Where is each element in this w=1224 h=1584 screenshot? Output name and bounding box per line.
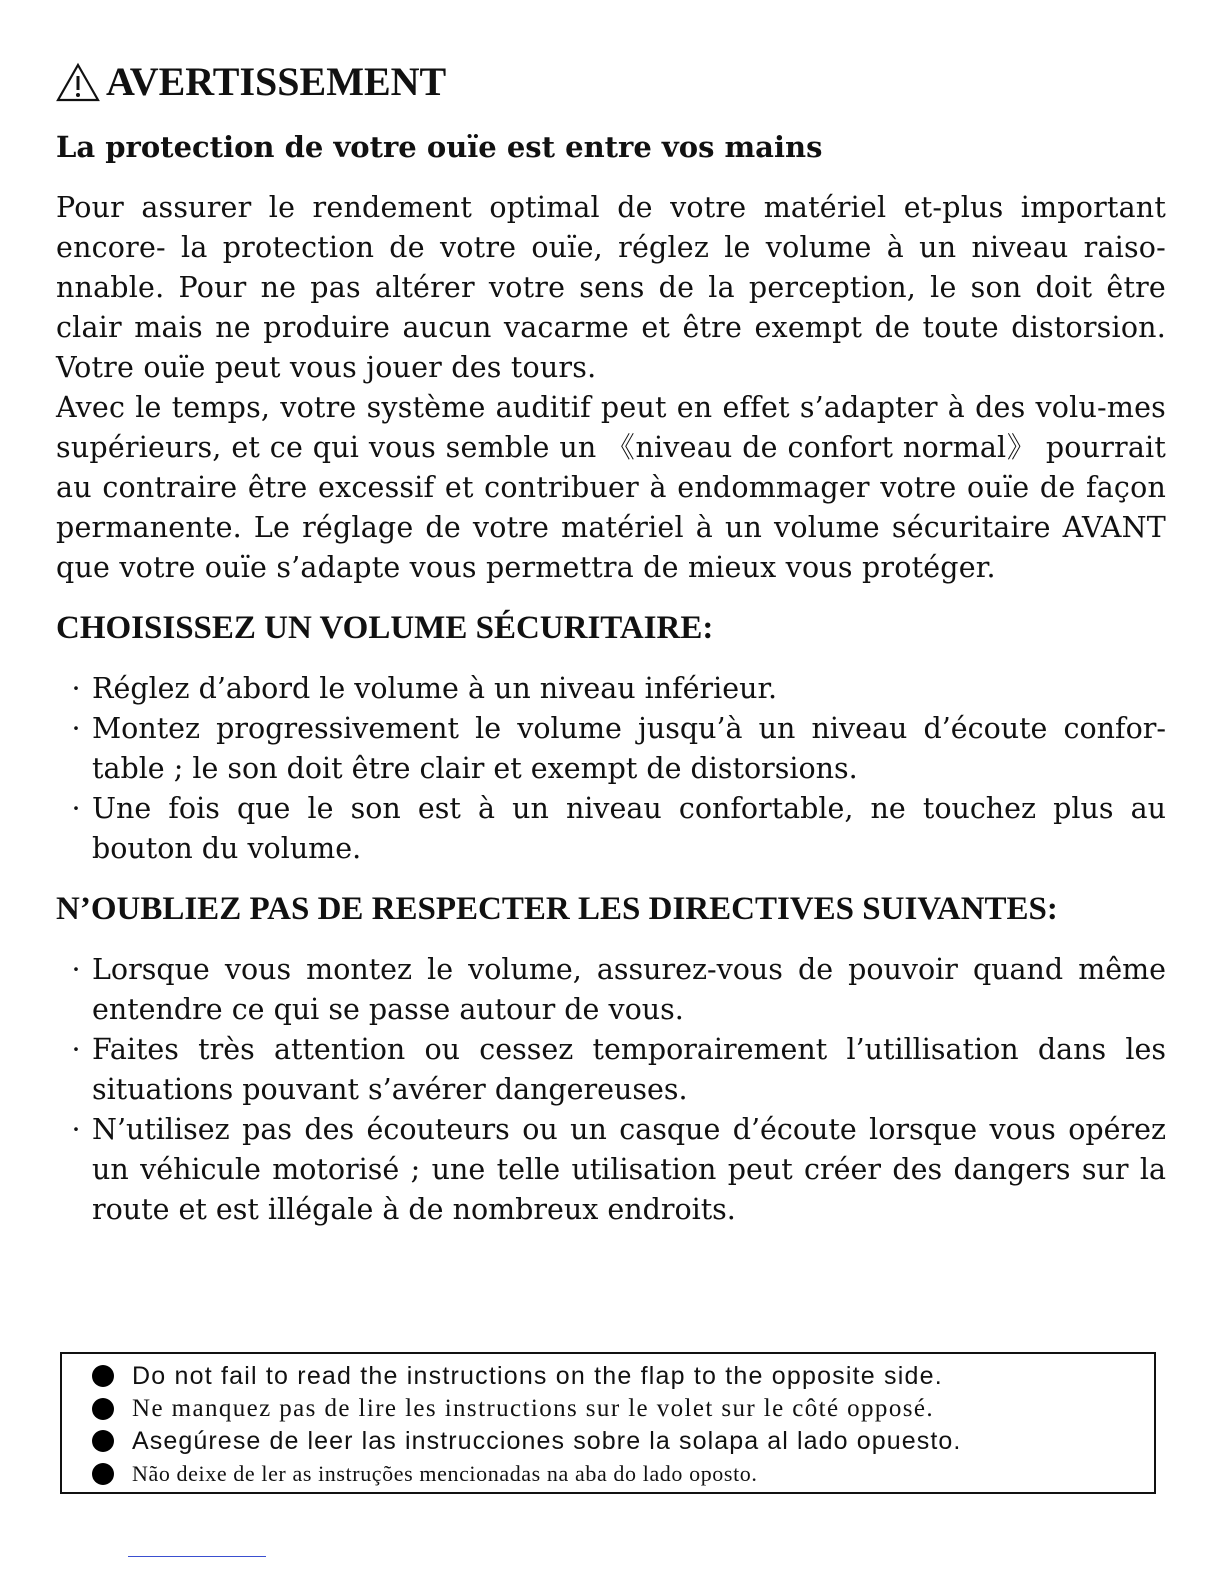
notice-line-spanish: Asegúrese de leer las instrucciones sobre la solapa al lado opuesto. [92,1425,1154,1458]
bullet-icon: · [71,712,81,745]
intro-paragraph-2: Avec le temps, votre système auditif peut en effet s’adapter à des volu-mes supérieurs, et ce qui vous semble un 《niveau de confort normal》 pourrait au contraire être excessif et contribuer à endommager votre ouïe de façon permanente. Le réglage de votre matériel à un volume sécuritaire AVANT que votre ouïe s’adapte vous permettra de mieux vous protéger. [56,391,1166,584]
bullet-dot-icon [92,1463,114,1485]
bullet-icon: · [71,953,81,986]
notice-line-english: Do not fail to read the instructions on the flap to the opposite side. [92,1360,1154,1393]
notice-line-portuguese: Não deixe de ler as instruções mencionadas na aba do lado oposto. [92,1458,1154,1491]
bottom-divider [128,1556,266,1557]
list-item: · Lorsque vous montez le volume, assurez-vous de pouvoir quand même entendre ce qui se passe autour de vous. [62,950,1166,1030]
list-item: · Réglez d’abord le volume à un niveau inférieur. [62,669,1166,709]
document-page [56,59,1166,1230]
directives-bullet-list [56,950,1166,1230]
list-item: · N’utilisez pas des écouteurs ou un casque d’écoute lorsque vous opérez un véhicule motorisé ; une telle utilisation peut créer des dangers sur la route et est illégale à de nombreux endroits. [62,1110,1166,1230]
warning-triangle-icon [56,62,100,102]
bullet-icon: · [71,1113,81,1146]
notice-line-french: Ne manquez pas de lire les instructions sur le volet sur le côté opposé. [92,1393,1154,1426]
list-item: · Faites très attention ou cessez temporairement l’utillisation dans les situations pouvant s’avérer dangereuses. [62,1030,1166,1110]
intro-paragraph-1: Pour assurer le rendement optimal de votre matériel et-plus important encore- la protection de votre ouïe, réglez le volume à un niveau raiso-nnable. Pour ne pas altérer votre sens de la perception, le son doit être clair mais ne produire aucun vacarme et être exempt de toute distorsion. Votre ouïe peut vous jouer des tours. [56,191,1166,384]
bullet-dot-icon [92,1430,114,1452]
list-item: · Montez progressivement le volume jusqu’à un niveau d’écoute confor-table ; le son doit être clair et exempt de distorsions. [62,709,1166,789]
volume-bullet-list [56,669,1166,869]
bullet-dot-icon [92,1398,114,1420]
list-item: · Une fois que le son est à un niveau confortable, ne touchez plus au bouton du volume. [62,789,1166,869]
page-subtitle: La protection de votre ouïe est entre vos mains [56,130,823,164]
bullet-icon: · [71,792,81,825]
section-heading-volume: CHOISISSEZ UN VOLUME SÉCURITAIRE: [56,610,714,646]
bullet-icon: · [71,672,81,705]
bullet-icon: · [71,1033,81,1066]
multilingual-notice-box [60,1352,1156,1494]
title-row [56,59,1166,104]
section-heading-directives: N’OUBLIEZ PAS DE RESPECTER LES DIRECTIVES SUIVANTES: [56,891,1058,927]
page-title: AVERTISSEMENT [106,59,447,104]
bullet-dot-icon [92,1365,114,1387]
